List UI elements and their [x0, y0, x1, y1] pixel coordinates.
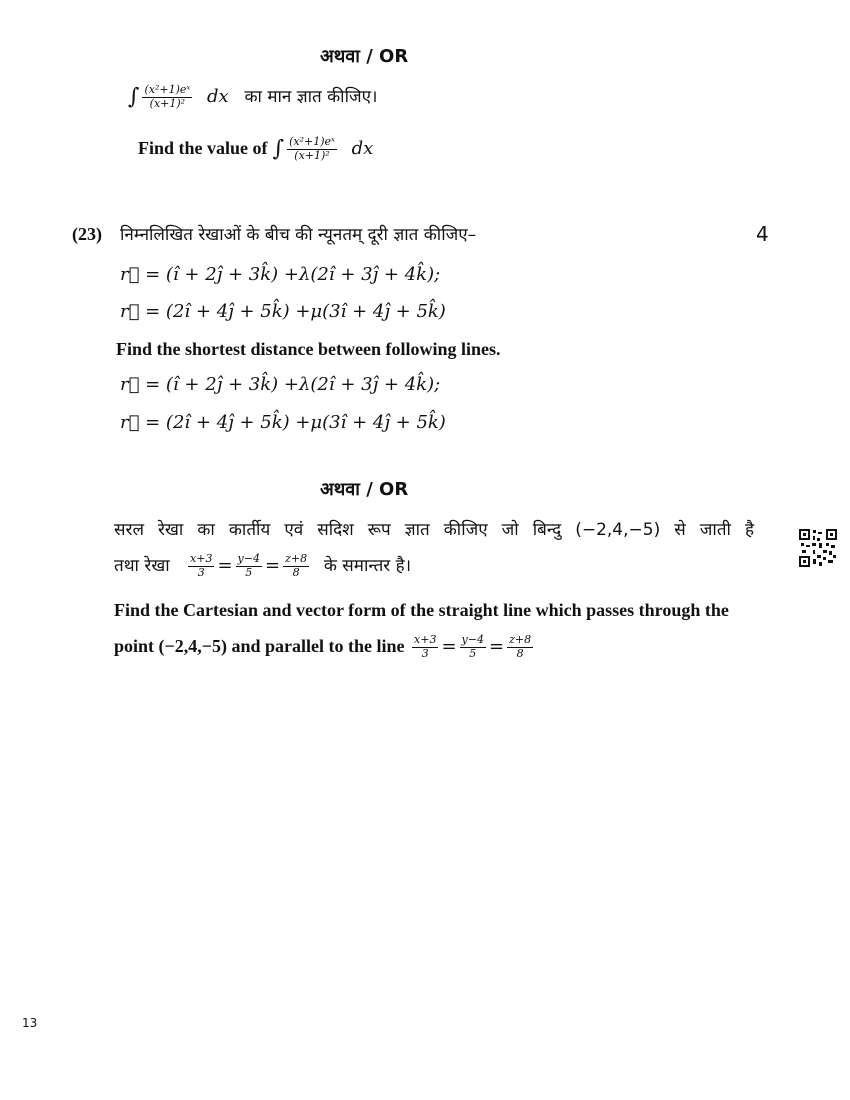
- fraction-y: [236, 553, 262, 579]
- differential: dx: [207, 86, 229, 108]
- line-equation-2: r⃗ = (2î + 4ĵ + 5k̂) +μ(3î + 4ĵ + 5k̂): [120, 301, 446, 322]
- page-number: 13: [22, 1016, 38, 1030]
- line-equation-4: r⃗ = (2î + 4ĵ + 5k̂) +μ(3î + 4ĵ + 5k̂): [120, 412, 446, 433]
- fraction-denominator: 3: [197, 565, 205, 579]
- line-equation-1: r⃗ = (î + 2ĵ + 3k̂) +λ(2î + 3ĵ + 4k̂);: [120, 264, 441, 285]
- marks-value: 4: [756, 222, 769, 246]
- fraction-denominator: 5: [469, 646, 477, 660]
- english-integral-line: [138, 136, 373, 162]
- or-heading: अथवा / OR: [320, 479, 409, 500]
- fraction-y: [460, 634, 486, 660]
- english-question-text: Find the value of: [138, 138, 268, 159]
- fraction-numerator: x+3: [190, 552, 213, 565]
- equals-sign: =: [441, 636, 457, 658]
- fraction-denominator: 8: [516, 646, 524, 660]
- equals-sign: =: [217, 555, 233, 577]
- fraction-z: [283, 553, 309, 579]
- integrand-fraction: [287, 136, 337, 162]
- fraction-denominator: (x+1)²: [294, 148, 330, 162]
- q23-or-hindi-line1: सरल रेखा का कार्तीय एवं सदिश रूप ज्ञात कीजिए जो बिन्दु (−2,4,−5) से जाती है: [114, 520, 754, 540]
- fraction-z: [507, 634, 533, 660]
- or-heading: अथवा / OR: [320, 46, 409, 67]
- hindi-suffix: के समान्तर है।: [323, 556, 412, 577]
- fraction-numerator: z+8: [285, 552, 308, 565]
- q23-or-english-line1: Find the Cartesian and vector form of the straight line which passes through the: [114, 600, 729, 620]
- fraction-numerator: z+8: [509, 633, 532, 646]
- fraction-numerator: y−4: [461, 633, 484, 646]
- q23-or-english-line2: [114, 634, 536, 660]
- fraction-numerator: (x²+1)eˣ: [144, 83, 191, 96]
- fraction-denominator: (x+1)²: [149, 96, 186, 110]
- hindi-question-text: का मान ज्ञात कीजिए।: [244, 87, 378, 108]
- equals-sign: =: [488, 636, 505, 658]
- fraction-numerator: (x²+1)eˣ: [289, 135, 335, 148]
- fraction-denominator: 5: [245, 565, 253, 579]
- question-number: (23): [72, 224, 102, 244]
- differential: dx: [351, 138, 374, 160]
- qr-code-icon: [799, 529, 837, 567]
- fraction-numerator: x+3: [414, 633, 437, 646]
- integral-sign: ∫: [272, 136, 285, 162]
- fraction-denominator: 3: [421, 646, 429, 660]
- fraction-numerator: y−4: [237, 552, 260, 565]
- q23-hindi-text: निम्नलिखित रेखाओं के बीच की न्यूनतम् दूरी ज्ञात कीजिए–: [120, 225, 477, 245]
- hindi-integral-line: [128, 84, 377, 110]
- fraction-x: [412, 634, 438, 660]
- q23-or-hindi-line2: [114, 553, 411, 579]
- integrand-fraction: [142, 84, 192, 110]
- english-prefix: point (−2,4,−5) and parallel to the line: [114, 636, 405, 657]
- q23-english-text: Find the shortest distance between following lines.: [116, 339, 501, 359]
- fraction-denominator: 8: [292, 565, 300, 579]
- line-equation-3: r⃗ = (î + 2ĵ + 3k̂) +λ(2î + 3ĵ + 4k̂);: [120, 374, 441, 395]
- integral-sign: ∫: [128, 84, 140, 110]
- equals-sign: =: [264, 555, 281, 577]
- hindi-prefix: तथा रेखा: [114, 556, 170, 577]
- fraction-x: [188, 553, 214, 579]
